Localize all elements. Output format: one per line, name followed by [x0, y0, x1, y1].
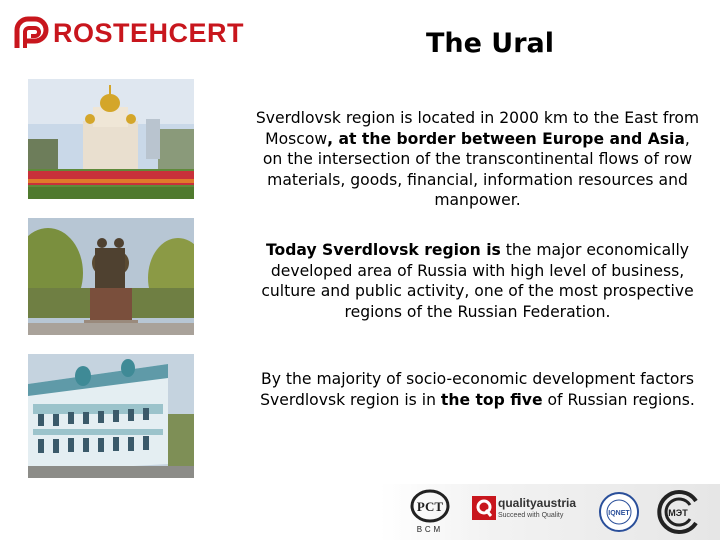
para3-text-b: of Russian regions.: [542, 390, 695, 409]
iqnet-logo: [598, 491, 640, 533]
para1-text-a: Sverdlovsk region is located in 2000 km to the East from Moscow: [255, 109, 700, 148]
para3-text-bold: the top five: [440, 390, 543, 409]
certification-seal-logo: [652, 487, 704, 537]
rst-sub-label: ВСМ: [416, 525, 444, 534]
rostehcert-logo-icon: [13, 16, 49, 50]
para1-text-bold: , at the border between Europe and Asia: [327, 129, 685, 148]
para3-text-a: By the majority of socio-economic development factors Sverdlovsk region is in: [260, 370, 694, 409]
para1-text-b: , on the intersection of the transcontinental flows of row materials, goods, financial, information resources and manpower.: [262, 129, 693, 209]
quality-austria-tagline: Succeed with Quality: [498, 512, 564, 519]
building-photo: [28, 354, 194, 478]
para2-text-bold: Today Sverdlovsk region is: [265, 241, 501, 259]
logo-wordmark: ROSTEHCERT: [53, 18, 245, 48]
cert-seal-label: МЭТ: [668, 508, 688, 518]
quality-austria-name: qualityaustria: [498, 496, 577, 510]
rst-label: РСТ: [416, 499, 444, 514]
quality-austria-icon: [472, 496, 496, 520]
paragraph-ranking: [255, 369, 700, 410]
quality-austria-logo: [470, 492, 588, 526]
para2-text: the major economically developed area of Russia with high level of business, culture and public activity, one of the most prospective regions of the Russian Federation.: [261, 241, 694, 321]
paragraph-location: [255, 108, 700, 211]
paragraph-economy: [255, 240, 700, 322]
iqnet-label: IQNET: [608, 510, 630, 517]
company-logo: [13, 16, 244, 50]
page-title: The Ural: [425, 28, 555, 59]
cathedral-photo: [28, 79, 194, 199]
monument-photo: [28, 218, 194, 335]
rst-certification-logo: [409, 489, 451, 535]
